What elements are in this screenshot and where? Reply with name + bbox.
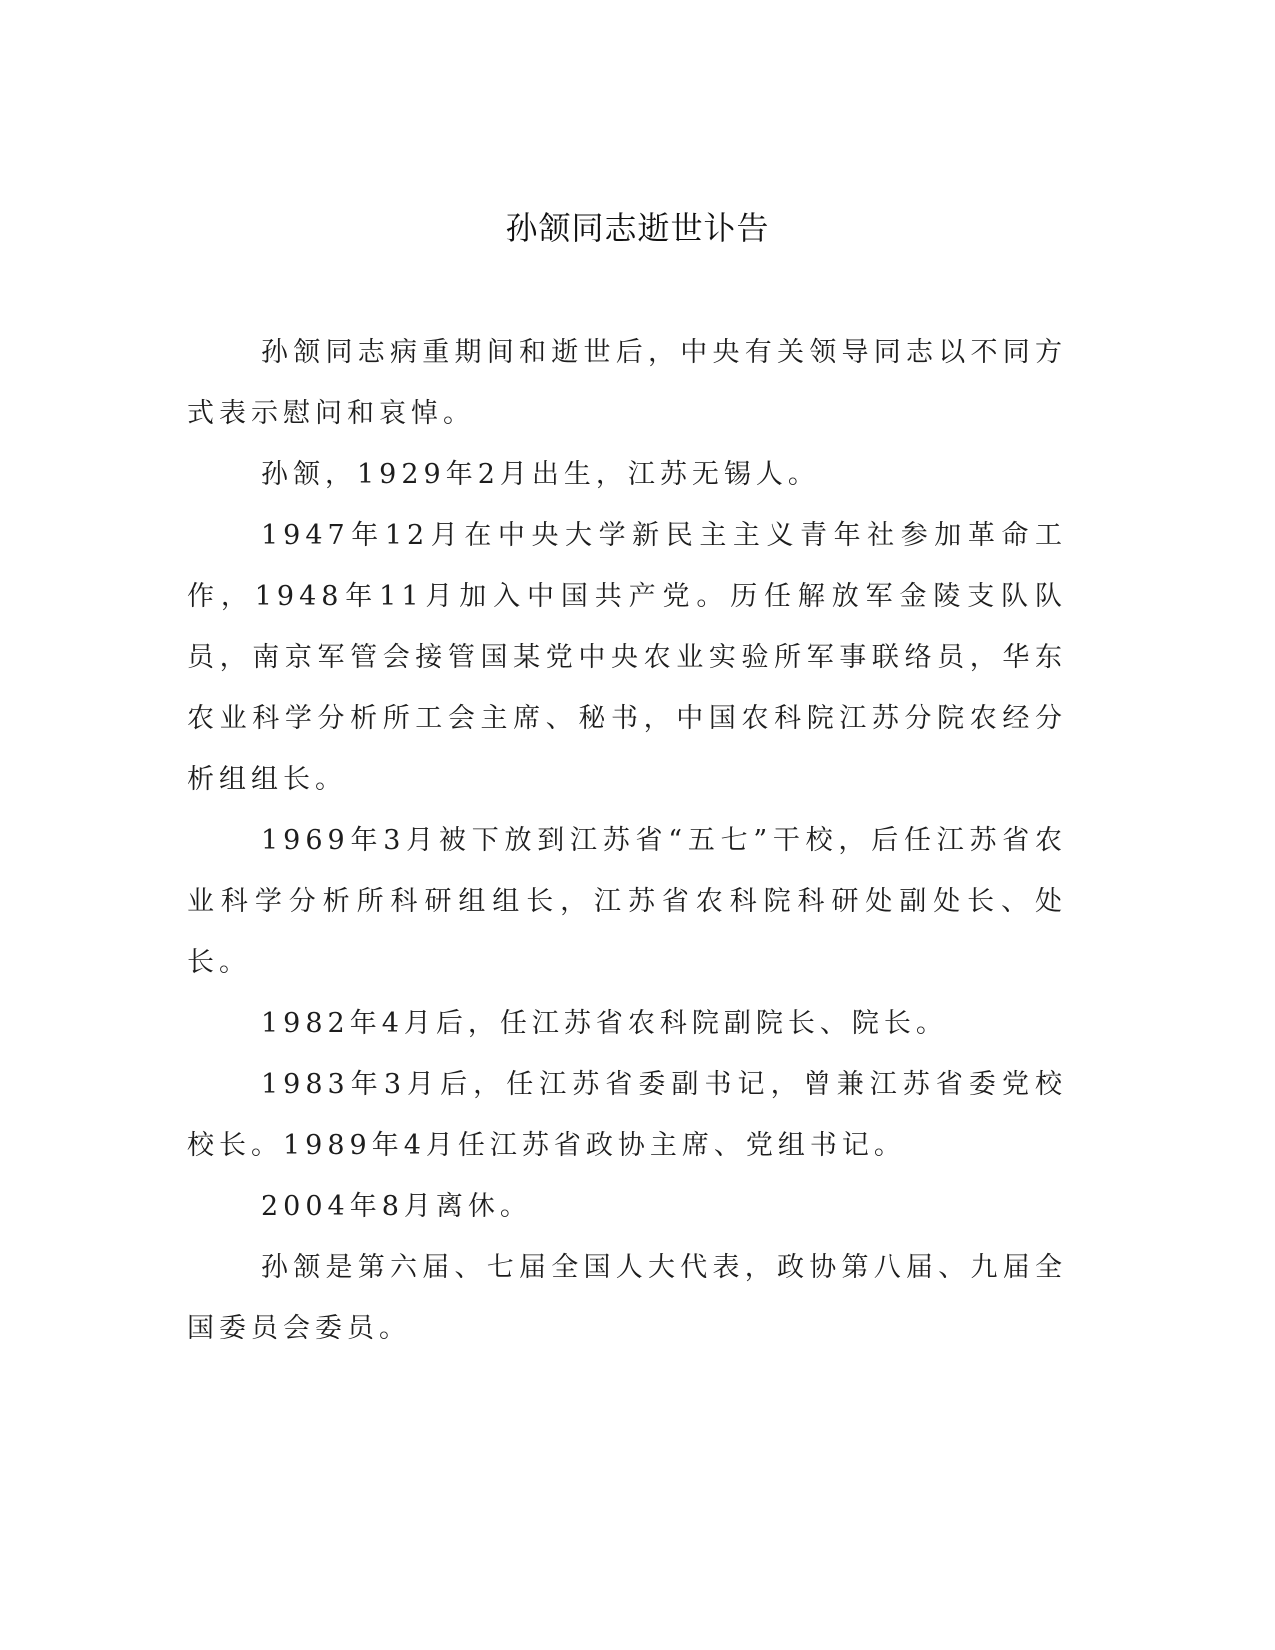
paragraph-birth: 孙颔，1929年2月出生，江苏无锡人。	[261, 459, 820, 490]
paragraph-1982: 1982年4月后，任江苏省农科院副院长、院长。	[261, 1008, 948, 1039]
paragraph-representative: 孙颔是第六届、七届全国人大代表，政协第八届、九届全国委员会委员。	[187, 1252, 1067, 1344]
paragraph-early-career: 1947年12月在中央大学新民主主义青年社参加革命工作，1948年11月加入中国共产党。历任解放军金陵支队队员，南京军管会接管国某党中央农业实验所军事联络员，华东农业科学分析所工会主席、秘书，中国农科院江苏分院农经分析组组长。	[187, 520, 1067, 795]
paragraph-condolence: 孙颔同志病重期间和逝世后，中央有关领导同志以不同方式表示慰问和哀悼。	[187, 337, 1067, 429]
paragraph-1983: 1983年3月后，任江苏省委副书记，曾兼江苏省委党校校长。1989年4月任江苏省政协主席、党组书记。	[187, 1069, 1067, 1161]
paragraph-retirement: 2004年8月离休。	[261, 1191, 532, 1222]
document-title: 孙颔同志逝世讣告	[505, 209, 770, 247]
paragraph-1969: 1969年3月被下放到江苏省“五七”干校，后任江苏省农业科学分析所科研组组长，江苏省农科院科研处副处长、处长。	[187, 825, 1067, 978]
document-body	[187, 322, 1067, 1359]
